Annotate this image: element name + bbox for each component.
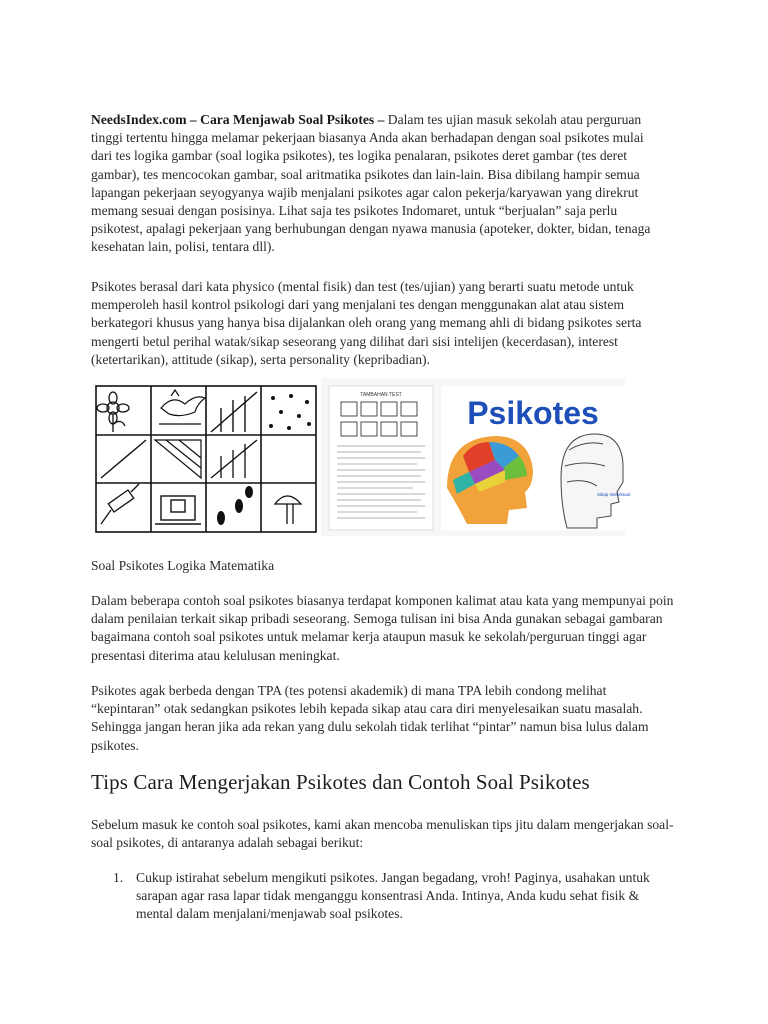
dash: –	[374, 112, 388, 127]
psikotes-figure	[91, 378, 631, 536]
definition-paragraph: Psikotes berasal dari kata physico (mental fisik) dan test (tes/ujian) yang berarti suatu metode untuk memperoleh hasil kontrol psikologi dari yang menjalani tes dengan menggunakan alat atau sistem berkategori khusus yang hanya bisa dijalankan oleh orang yang memang ahli di bidang psikotes serta mengerti betul perihal watak/sikap seseorang yang dilihat dari sisi intelijen (kecerdasan), interest (ketertarikan), attitude (sikap), serta personality (kepribadian).	[91, 279, 642, 367]
section-heading: Tips Cara Mengerjakan Psikotes dan Contoh Soal Psikotes	[91, 770, 590, 794]
list-number: 1.	[113, 870, 124, 885]
paragraph-3: Dalam beberapa contoh soal psikotes biasanya terdapat komponen kalimat atau kata yang mempunyai poin dalam penilaian terkait sikap pribadi seseorang. Semoga tulisan ini bisa Anda gunakan sebagai gambaran bagaimana contoh soal psikotes untuk melamar kerja ataupun masuk ke sekolah/perguruan tinggi agar presentasi diterima atau kelulusan meningkat.	[91, 593, 674, 663]
sheet-heading: TAMBAHAN TEST	[360, 392, 402, 398]
intro-paragraph	[91, 111, 661, 257]
tips-list	[91, 869, 675, 924]
figure-collage	[91, 378, 631, 536]
figure-caption: Soal Psikotes Logika Matematika	[91, 558, 275, 573]
intro-text: Dalam tes ujian masuk sekolah atau perguruan tinggi tertentu hingga melamar pekerjaan biasanya Anda akan berhadapan dengan soal psikotes mulai dari tes logika gambar (soal logika psikotes), tes logika penalaran, psikotes deret gambar (tes deret gambar), tes mencocokan gambar, soal aritmatika psikotes dan lain-lain. Bisa dibilang hampir semua lapangan pekerjaan seyogyanya wajib menjalani psikotes agar calon pekerja/karyawan yang direkrut memang sesuai dengan posisinya. Lihat saja tes psikotes Indomaret, untuk “berjualan” saja perlu psikotest, apalagi pekerjaan yang berhubungan dengan nyawa manusia (apoteker, dokter, bidan, tenaga kesehatan lain, polisi, tentara dll).	[91, 112, 651, 255]
head-label: Sikap Intelektual	[597, 492, 631, 497]
blank-cell	[266, 440, 311, 478]
paragraph-4: Psikotes agak berbeda dengan TPA (tes potensi akademik) di mana TPA lebih condong melihat “kepintaran” otak sedangkan psikotes lebih kepada sikap atau cara diri menyelesaikan suatu masalah. Sehingga jangan heran jika ada rekan yang dulu sekolah tidak terlihat “pintar” namun bisa lulus dalam psikotes.	[91, 683, 649, 753]
paragraph-5: Sebelum masuk ke contoh soal psikotes, kami akan mencoba menuliskan tips jitu dalam mengerjakan soal-soal psikotes, di antaranya adalah sebagai berikut:	[91, 817, 674, 851]
list-item	[91, 869, 675, 924]
psikotes-logo-text: Psikotes	[467, 395, 599, 431]
article-title: Cara Menjawab Soal Psikotes	[200, 112, 375, 127]
site-name: NeedsIndex.com	[91, 112, 187, 127]
dash: –	[186, 112, 201, 127]
list-item-text: Cukup istirahat sebelum mengikuti psikotes. Jangan begadang, vroh! Paginya, usahakan untuk sarapan agar rasa lapar tidak menganggu konsentrasi Anda. Intinya, Anda kudu sehat fisik & mental dalam menjalani/menjawab soal psikotes.	[136, 870, 650, 922]
